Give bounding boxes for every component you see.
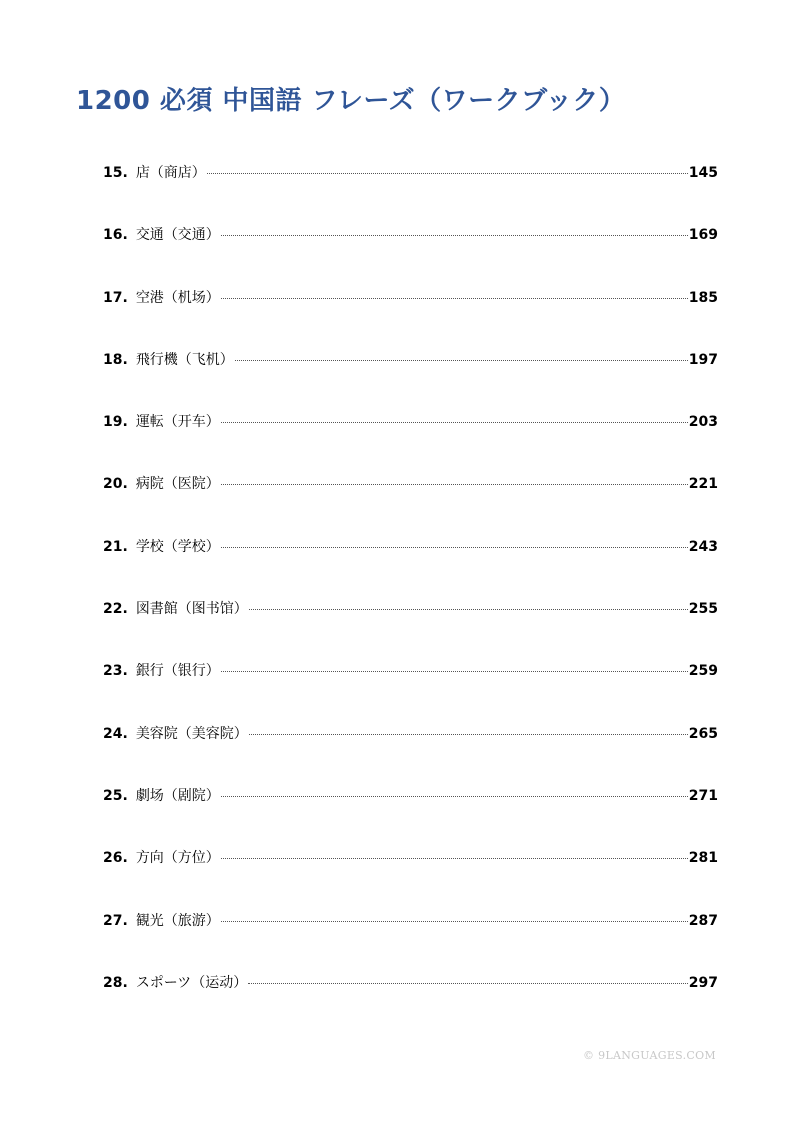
toc-label: 店（商店） <box>135 165 206 181</box>
toc-label: 劇场（剧院） <box>135 787 220 804</box>
toc-page-number: 197 <box>688 351 718 368</box>
toc-label: 病院（医院） <box>135 476 220 493</box>
dot-leader <box>221 921 688 922</box>
dot-leader <box>221 484 688 485</box>
toc-number: 19. <box>103 414 128 431</box>
toc-row-27[interactable] <box>103 906 718 968</box>
toc-row-22[interactable] <box>103 594 718 656</box>
toc-number: 27. <box>103 912 128 929</box>
dot-leader <box>221 671 688 672</box>
toc-page-number: 169 <box>688 227 718 244</box>
toc-row-20[interactable] <box>103 469 718 531</box>
dot-leader <box>235 360 688 361</box>
dot-leader <box>221 858 688 859</box>
toc-page-number: 221 <box>688 476 718 493</box>
toc-page-number: 265 <box>688 725 718 742</box>
toc-row-24[interactable] <box>103 719 718 781</box>
dot-leader <box>221 422 688 423</box>
dot-leader <box>221 547 688 548</box>
toc-label: 方向（方位） <box>135 850 220 867</box>
toc-number: 20. <box>103 476 128 493</box>
toc-page-number: 255 <box>688 601 718 618</box>
toc-page-number: 259 <box>688 663 718 680</box>
toc-number: 28. <box>103 974 128 991</box>
toc-page-number: 287 <box>688 912 718 929</box>
toc-page-number: 243 <box>688 538 718 555</box>
dot-leader <box>248 983 688 984</box>
toc-page-number: 145 <box>688 165 718 181</box>
dot-leader <box>221 298 688 299</box>
toc-row-26[interactable] <box>103 843 718 905</box>
dot-leader <box>249 734 688 735</box>
toc-row-17[interactable] <box>103 283 718 345</box>
toc-label: 学校（学校） <box>135 538 220 555</box>
toc-label: 運転（开车） <box>135 414 220 431</box>
toc-row-28[interactable] <box>103 968 718 1030</box>
dot-leader <box>249 609 688 610</box>
toc-row-23[interactable] <box>103 656 718 718</box>
toc-row-25[interactable] <box>103 781 718 843</box>
toc-row-18[interactable] <box>103 345 718 407</box>
toc-label: 観光（旅游） <box>135 912 220 929</box>
page-title: 1200 必須 中国語 フレーズ（ワークブック） <box>76 86 626 116</box>
toc-row-19[interactable] <box>103 407 718 469</box>
toc-page-number: 271 <box>688 787 718 804</box>
toc-row-15[interactable] <box>103 158 718 220</box>
toc-label: 美容院（美容院） <box>135 725 248 742</box>
toc-number: 16. <box>103 227 128 244</box>
toc-row-16[interactable] <box>103 220 718 282</box>
toc-number: 17. <box>103 289 128 306</box>
toc-label: 飛行機（飞机） <box>135 351 234 368</box>
toc-number: 24. <box>103 725 128 742</box>
toc-label: 交通（交通） <box>135 227 220 244</box>
dot-leader <box>221 235 688 236</box>
toc-page-number: 297 <box>688 974 718 991</box>
toc-label: スポーツ（运动） <box>135 974 248 991</box>
toc-number: 22. <box>103 601 128 618</box>
toc-number: 15. <box>103 165 128 181</box>
toc-row-21[interactable] <box>103 532 718 594</box>
toc-number: 21. <box>103 538 128 555</box>
toc-label: 空港（机场） <box>135 289 220 306</box>
watermark: © 9LANGUAGES.COM <box>583 1049 716 1062</box>
table-of-contents <box>103 158 718 1030</box>
toc-page-number: 185 <box>688 289 718 306</box>
toc-number: 25. <box>103 787 128 804</box>
dot-leader <box>207 173 688 174</box>
toc-number: 18. <box>103 351 128 368</box>
toc-label: 図書館（图书馆） <box>135 601 248 618</box>
toc-page-number: 203 <box>688 414 718 431</box>
toc-number: 26. <box>103 850 128 867</box>
toc-number: 23. <box>103 663 128 680</box>
dot-leader <box>221 796 688 797</box>
toc-label: 銀行（银行） <box>135 663 220 680</box>
toc-page-number: 281 <box>688 850 718 867</box>
